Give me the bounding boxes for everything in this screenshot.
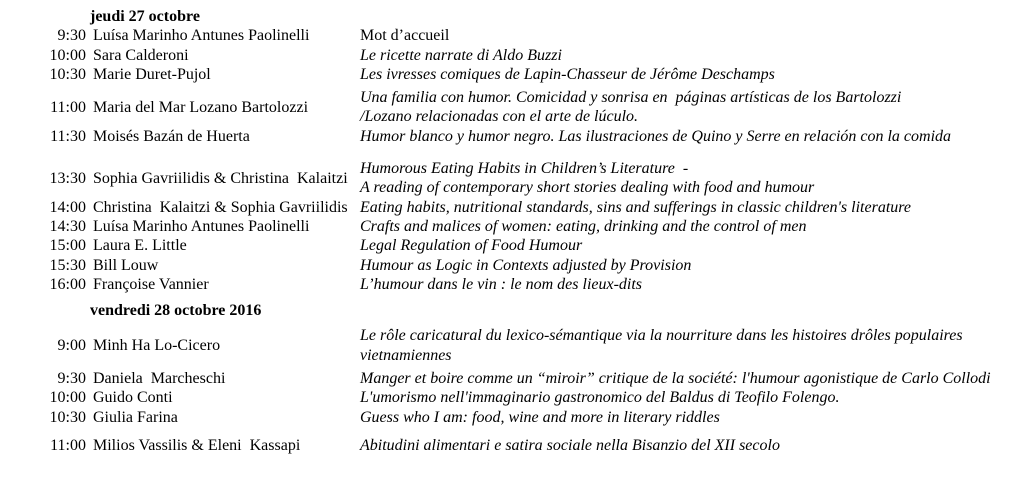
session-time: 10:00 — [49, 46, 86, 64]
session-row — [0, 217, 1024, 236]
session-row — [0, 198, 1024, 217]
session-speaker: Giulia Farina — [93, 408, 178, 426]
session-row — [0, 88, 1024, 127]
spacer — [0, 294, 1024, 301]
session-time: 14:00 — [49, 198, 86, 216]
session-title — [360, 46, 1024, 65]
title-line: Legal Regulation of Food Humour — [360, 237, 583, 255]
session-row — [0, 256, 1024, 275]
session-title — [360, 326, 1024, 365]
title-line: vietnamiennes — [360, 346, 452, 364]
session-time: 10:00 — [49, 389, 86, 407]
session-title — [360, 217, 1024, 236]
title-line: Le ricette narrate di Aldo Buzzi — [360, 46, 562, 64]
spacer — [0, 146, 1024, 159]
session-title — [360, 236, 1024, 255]
session-speaker: Minh Ha Lo-Cicero — [93, 337, 221, 355]
session-speaker: Marie Duret-Pujol — [93, 65, 211, 83]
session-row — [0, 236, 1024, 255]
title-line: /Lozano relacionadas con el arte de lúculo. — [360, 108, 639, 126]
session-title — [360, 369, 1024, 388]
session-row — [0, 436, 1024, 455]
session-speaker: Guido Conti — [93, 389, 173, 407]
title-line: Les ivresses comiques de Lapin-Chasseur de Jérôme Deschamps — [360, 65, 775, 83]
day-header-friday: vendredi 28 octobre 2016 — [90, 302, 262, 320]
title-line: Manger et boire comme un “miroir” critique de la société: l'humour agonistique de Carlo Collodi — [360, 370, 991, 388]
session-speaker: Daniela Marcheschi — [93, 370, 226, 388]
session-speaker: Moisés Bazán de Huerta — [93, 127, 250, 145]
session-speaker: Sara Calderoni — [93, 46, 189, 64]
session-row — [0, 275, 1024, 294]
session-title — [360, 388, 1024, 407]
title-line: Guess who I am: food, wine and more in literary riddles — [360, 408, 720, 426]
session-speaker: Maria del Mar Lozano Bartolozzi — [93, 98, 309, 116]
session-time: 11:30 — [50, 127, 86, 145]
session-speaker: Luísa Marinho Antunes Paolinelli — [93, 27, 310, 45]
title-line: Humorous Eating Habits in Children’s Literature - — [360, 160, 689, 178]
session-time: 16:00 — [49, 275, 86, 293]
title-line: Humour as Logic in Contexts adjusted by Provision — [360, 256, 692, 274]
session-title — [360, 88, 1024, 127]
session-time: 10:30 — [49, 408, 86, 426]
session-time: 9:30 — [57, 27, 86, 45]
session-time: 15:30 — [49, 256, 86, 274]
title-line: L'umorismo nell'immaginario gastronomico del Baldus di Teofilo Folengo. — [360, 389, 840, 407]
session-title — [360, 127, 1024, 146]
session-title — [360, 256, 1024, 275]
session-time: 15:00 — [49, 237, 86, 255]
session-time: 10:30 — [49, 65, 86, 83]
session-speaker: Bill Louw — [93, 256, 159, 274]
session-row — [0, 408, 1024, 427]
session-speaker: Luísa Marinho Antunes Paolinelli — [93, 217, 310, 235]
session-speaker: Sophia Gavriilidis & Christina Kalaitzi — [93, 169, 348, 187]
day-header-thursday: jeudi 27 octobre — [90, 8, 200, 25]
session-row — [0, 127, 1024, 146]
session-time: 9:30 — [57, 370, 86, 388]
session-speaker: Laura E. Little — [93, 237, 187, 255]
session-title — [360, 275, 1024, 294]
title-line: Crafts and malices of women: eating, drinking and the control of men — [360, 217, 807, 235]
session-row — [0, 46, 1024, 65]
title-line: Humor blanco y humor negro. Las ilustraciones de Quino y Serre en relación con la comida — [360, 127, 952, 145]
title-line: Mot d’accueil — [360, 27, 450, 45]
session-time: 14:30 — [49, 217, 86, 235]
title-line: Una familia con humor. Comicidad y sonrisa en páginas artísticas de los Bartolozzi — [360, 89, 902, 107]
session-row — [0, 65, 1024, 84]
session-title — [360, 408, 1024, 427]
session-title — [360, 26, 1024, 45]
title-line: Eating habits, nutritional standards, sins and sufferings in classic children's literature — [360, 198, 911, 216]
session-title — [360, 65, 1024, 84]
title-line: Le rôle caricatural du lexico-sémantique via la nourriture dans les histoires drôles populaires — [360, 327, 963, 345]
session-speaker: Christina Kalaitzi & Sophia Gavriilidis — [93, 198, 348, 216]
session-time: 11:00 — [50, 436, 86, 454]
title-line: A reading of contemporary short stories dealing with food and humour — [360, 179, 815, 197]
session-row — [0, 369, 1024, 388]
title-line: Abitudini alimentari e satira sociale nella Bisanzio del XII secolo — [360, 436, 780, 454]
session-time: 13:30 — [49, 169, 86, 187]
session-speaker: Françoise Vannier — [93, 275, 209, 293]
session-row — [0, 159, 1024, 198]
session-time: 11:00 — [50, 98, 86, 116]
session-row — [0, 26, 1024, 45]
session-speaker: Milios Vassilis & Eleni Kassapi — [93, 436, 301, 454]
session-title — [360, 198, 1024, 217]
session-row — [0, 388, 1024, 407]
title-line: L’humour dans le vin : le nom des lieux-dits — [360, 275, 643, 293]
session-time: 9:00 — [57, 337, 86, 355]
session-title — [360, 436, 1024, 455]
spacer — [0, 427, 1024, 436]
session-row — [0, 326, 1024, 365]
session-title — [360, 159, 1024, 198]
